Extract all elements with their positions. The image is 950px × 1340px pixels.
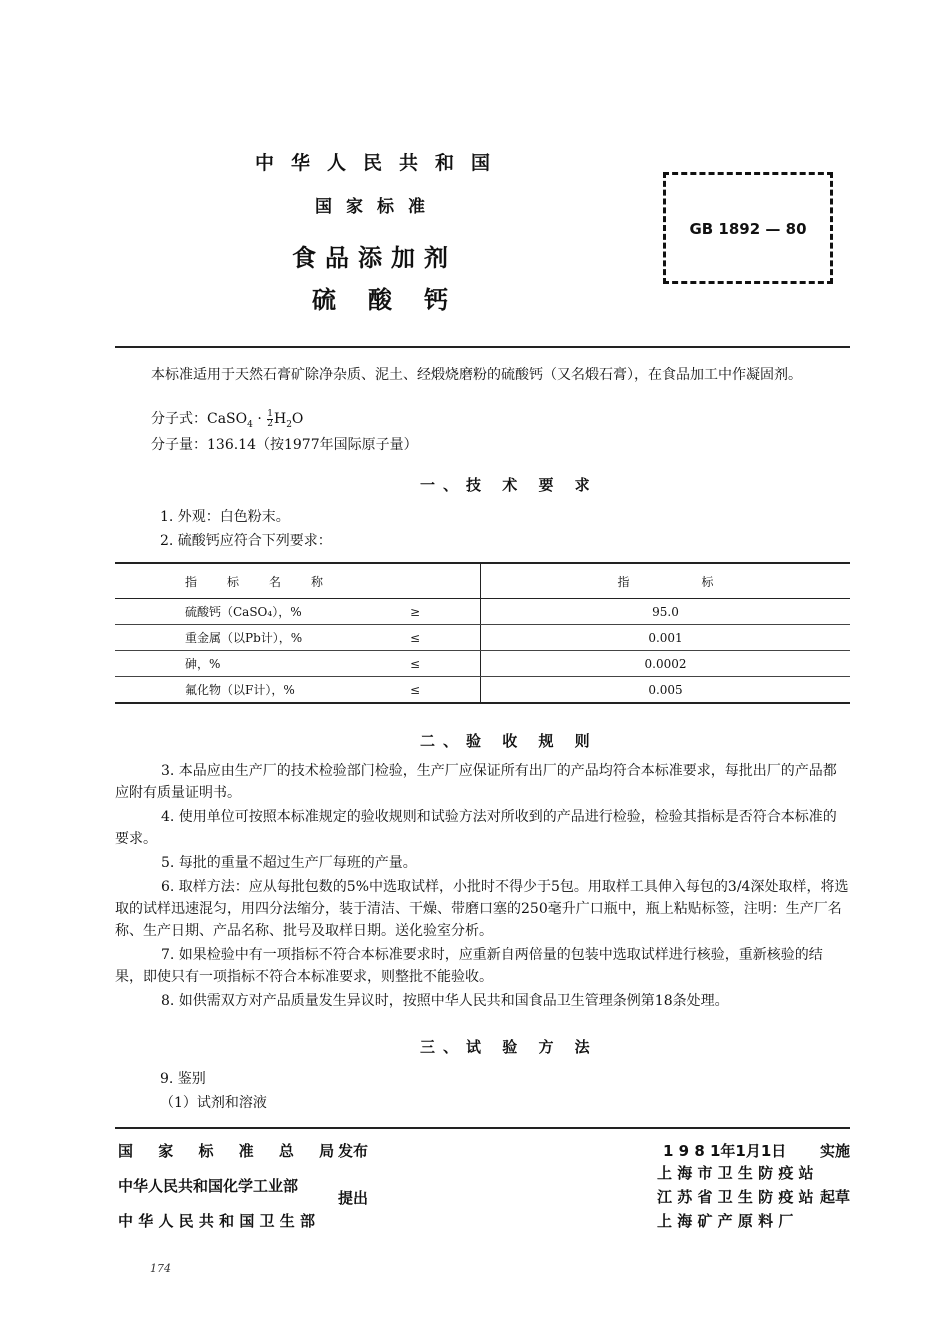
table-row <box>115 677 850 704</box>
formula-h: H <box>273 411 287 427</box>
page-number: 174 <box>150 1262 171 1275</box>
propose-action: 提出 <box>338 1189 369 1207</box>
table-row <box>115 599 850 625</box>
formula-line <box>151 408 303 436</box>
requirements-table <box>115 562 850 704</box>
table-row <box>115 651 850 677</box>
clause-3: 3. 本品应由生产厂的技术检验部门检验，生产厂应保证所有出厂的产品均符合本标准要求，每批出厂的产品都应附有质量证明书。 <box>115 763 837 801</box>
title-line2: 硫酸钙 <box>312 286 480 314</box>
table-row <box>115 625 850 651</box>
item-9: 9. 鉴别 <box>160 1071 206 1087</box>
header-indicator-value: 指 标 <box>481 563 851 599</box>
mass-line <box>151 434 418 456</box>
row-name: 氟化物（以F计），% <box>115 677 410 704</box>
clause-4: 4. 使用单位可按照本标准规定的验收规则和试验方法对所收到的产品进行检验，检验其指标是否符合本标准的要求。 <box>115 809 837 847</box>
row-operator: ≤ <box>410 625 481 651</box>
proposer-1: 中华人民共和国化学工业部 <box>118 1177 299 1195</box>
row-name: 重金属（以Pb计），% <box>115 625 410 651</box>
footer-rule <box>115 1127 850 1129</box>
fraction-denominator: 2 <box>267 418 273 429</box>
formula-fraction <box>267 410 273 429</box>
row-value: 0.001 <box>481 625 851 651</box>
draft-action: 起草 <box>820 1188 851 1206</box>
section3-title: 三、试 验 方 法 <box>420 1038 598 1056</box>
formula-dot: · <box>252 411 267 427</box>
standard-type: 国家标准 <box>315 197 439 217</box>
section2-title: 二、验 收 规 则 <box>420 732 598 750</box>
table-header-row <box>115 563 850 599</box>
clause-6: 6. 取样方法：应从每批包数的5%中选取试样，小批时不得少于5包。用取样工具伸入每包的3/4深处取样，将选取的试样迅速混匀，用四分法缩分，装于清洁、干燥、带磨口塞的250毫升广口瓶中，瓶上粘贴标签，注明：生产厂名称、生产日期、产品名称、批号及取样日期。送化验室分析。 <box>115 879 849 939</box>
date-action: 实施 <box>820 1142 851 1160</box>
issue-action: 发布 <box>338 1142 369 1160</box>
row-operator: ≥ <box>410 599 481 625</box>
row-value: 0.005 <box>481 677 851 704</box>
clause-8: 8. 如供需双方对产品质量发生异议时，按照中华人民共和国食品卫生管理条例第18条处理。 <box>161 993 729 1009</box>
row-operator: ≤ <box>410 651 481 677</box>
row-operator: ≤ <box>410 677 481 704</box>
row-value: 95.0 <box>481 599 851 625</box>
formula-main: CaSO <box>207 411 248 427</box>
row-name: 硫酸钙（CaSO₄），% <box>115 599 410 625</box>
row-value: 0.0002 <box>481 651 851 677</box>
header-indicator-name: 指 标 名 称 <box>115 563 410 599</box>
title-line1: 食品添加剂 <box>292 244 457 272</box>
header-rule <box>115 346 850 348</box>
implementation-date: 1 9 8 1年1月1日 <box>663 1142 787 1160</box>
row-name: 砷，% <box>115 651 410 677</box>
formula-label: 分子式： <box>151 411 207 427</box>
drafter-2: 江 苏 省 卫 生 防 疫 站 <box>657 1188 814 1206</box>
section2-body <box>115 760 850 1012</box>
scope-paragraph: 本标准适用于天然石膏矿除净杂质、泥土、经煅烧磨粉的硫酸钙（又名煅石膏），在食品加工中作凝固剂。 <box>151 367 802 383</box>
issuer: 国 家 标 准 总 局 <box>118 1142 345 1160</box>
standard-code: GB 1892 — 80 <box>689 220 807 238</box>
fraction-numerator: 1 <box>267 408 273 419</box>
item-1: 1. 外观：白色粉末。 <box>160 509 290 525</box>
formula-o: O <box>291 411 304 427</box>
clause-5: 5. 每批的重量不超过生产厂每班的产量。 <box>161 855 417 871</box>
item-2: 2. 硫酸钙应符合下列要求： <box>160 533 332 549</box>
country-title: 中华人民共和国 <box>255 152 508 174</box>
item-9-1: （1）试剂和溶液 <box>160 1095 267 1111</box>
formula-sub4: 4 <box>247 419 253 430</box>
drafter-1: 上 海 市 卫 生 防 疫 站 <box>657 1164 814 1182</box>
clause-7: 7. 如果检验中有一项指标不符合本标准要求时，应重新自两倍量的包装中选取试样进行核验，重新核验的结果，即使只有一项指标不符合本标准要求，则整批不能验收。 <box>115 947 823 985</box>
header-operator <box>410 563 481 599</box>
mass-value: 136.14（按1977年国际原子量） <box>207 437 418 453</box>
proposer-2: 中 华 人 民 共 和 国 卫 生 部 <box>118 1212 316 1230</box>
drafter-3: 上 海 矿 产 原 料 厂 <box>657 1212 794 1230</box>
formula-sub2: 2 <box>286 419 292 430</box>
mass-label: 分子量： <box>151 437 207 453</box>
section1-title: 一、技 术 要 求 <box>420 476 598 494</box>
